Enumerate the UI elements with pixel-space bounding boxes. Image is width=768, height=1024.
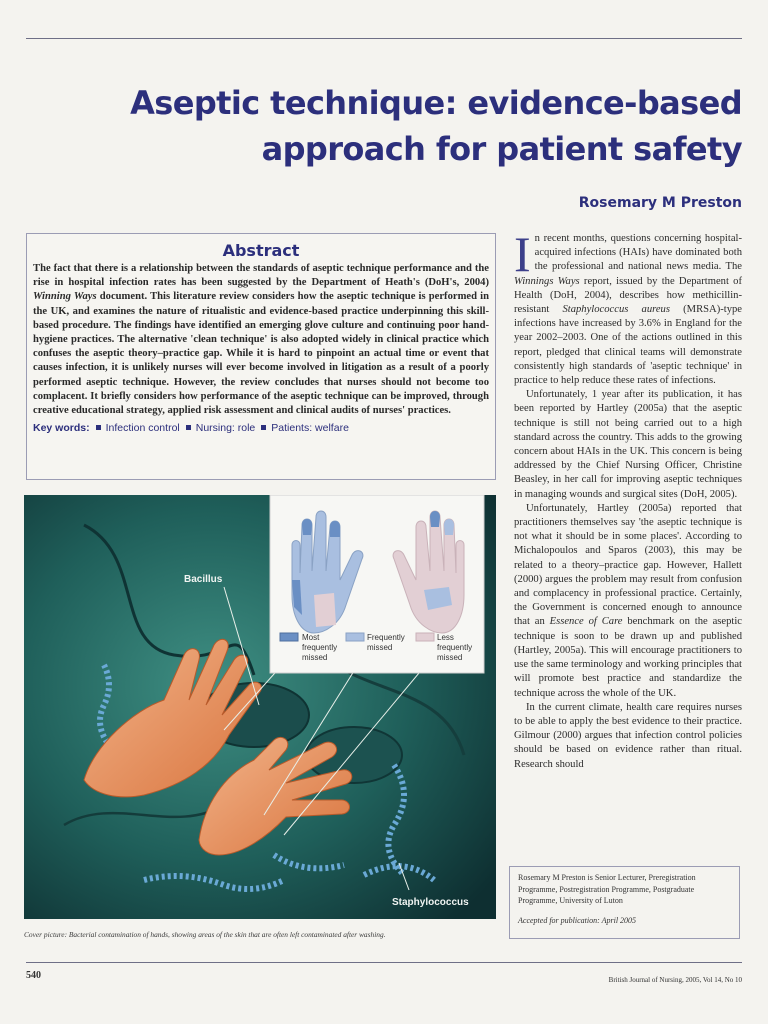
top-rule <box>26 38 742 39</box>
figure-caption: Cover picture: Bacterial contamination of hands, showing areas of the skin that are often left contaminated after washing. <box>24 930 386 939</box>
cover-illustration <box>24 495 496 919</box>
page-number: 540 <box>26 970 41 981</box>
legend-most-line-1: Most <box>302 633 320 642</box>
keywords-label: Key words: <box>33 422 90 435</box>
keyword-bullet-icon <box>186 425 191 430</box>
article-body <box>514 226 742 772</box>
article-title-line-1: Aseptic technique: evidence-based <box>130 84 742 122</box>
drop-cap: I <box>514 226 531 282</box>
abstract-text-part-1: The fact that there is a relationship between the standards of aseptic technique performance and the rise in hospital infection rates has been suggested by the Department of Heath's (DoH's, 2004) <box>33 263 489 289</box>
author-name: Rosemary M Preston <box>578 195 742 211</box>
abstract-text-part-2: document. This literature review considers how the aseptic technique is performed in the UK, and examines the nature of ritualistic and evidence-based practice underpinning this skill-based procedure. The findings have identified an emerging glove culture and continuing poor hand-hygiene practices. The alternative 'clean technique' is also adopted widely in clinical practice which confuses the aseptic theory–practice gap. While it is hard to pinpoint an actual time or event that causes infection, it is unlikely nurses will ever become involved in litigation as a result of a poorly performed aseptic technique. However, the review concludes that nurses should not become too complacent. It briefly considers how performance of the aseptic technique can be improved, through creative educational strategy, applied risk assessment and clinical audits of nurses' practices. <box>33 291 489 417</box>
body-p1-part-1: n recent months, questions concerning hospital-acquired infections (HAIs) have dominated both the professional and national news media. The <box>534 233 742 273</box>
legend-less-line-2: frequently <box>437 643 473 652</box>
author-bio-box <box>509 866 740 939</box>
legend-frequent-line-2: missed <box>367 643 393 652</box>
legend-most-line-2: frequently <box>302 643 338 652</box>
keyword-item: Patients: welfare <box>271 422 349 435</box>
keyword-item: Infection control <box>105 422 180 435</box>
body-paragraph-3 <box>514 502 742 701</box>
body-p1-italic-2: Staphylococcus aureus <box>562 304 670 316</box>
staphylococcus-label: Staphylococcus <box>392 897 469 908</box>
abstract-italic-title: Winning Ways <box>33 291 97 303</box>
body-paragraph-2: Unfortunately, 1 year after its publication, it has been reported by Hartley (2005a) that the aseptic technique is still not being carried out to a high standard across the country. This adds to the growing concern about HAIs in the UK. This concern is being addressed by the Chief Nursing Officer, Christine Beasley, in her call for improving aseptic techniques in managing wounds and surgical sites (DoH, 2005). <box>514 389 742 500</box>
article-title-line-2: approach for patient safety <box>261 130 742 168</box>
legend-less-line-1: Less <box>437 633 454 642</box>
bottom-rule <box>26 962 742 963</box>
legend-swatch-frequent <box>346 633 364 641</box>
keyword-item: Nursing: role <box>195 422 256 435</box>
keyword-bullet-icon <box>96 425 101 430</box>
abstract-heading: Abstract <box>222 241 300 260</box>
legend-most-line-3: missed <box>302 653 328 662</box>
legend-frequent-line-1: Frequently <box>367 633 405 642</box>
body-p3-part-2: benchmark on the aseptic technique is soon to be drawn up and published (Hartley, 2005a). This will encourage practitioners to use the same terminology and working principles that will promote best practice and standardize the technique across the whole of the UK. <box>514 616 742 699</box>
abstract-box <box>26 233 496 480</box>
bacillus-label: Bacillus <box>184 574 223 585</box>
keywords-line <box>33 422 489 434</box>
body-p1-part-2: report, issued by the Department of Health (DoH, 2004), describes how methicillin-resistant <box>514 275 742 316</box>
body-p1-part-3: (MRSA)-type infections have increased by 3.6% in England for the year 2002–2003. One of the actions outlined in this report, pledged that clinical teams will demonstrate consistently high standards of 'aseptic technique' in practice to help reduce these rates of infections. <box>514 304 742 387</box>
body-p1-italic-1: Winnings Ways <box>514 275 580 287</box>
abstract-text <box>33 262 489 418</box>
keyword-bullet-icon <box>261 425 266 430</box>
body-paragraph-1 <box>514 226 742 388</box>
journal-citation: British Journal of Nursing, 2005, Vol 14, No 10 <box>608 976 742 984</box>
author-bio-text: Rosemary M Preston is Senior Lecturer, Preregistration Programme, Postregistration Programme, Postgraduate Programme, University of Luton <box>518 873 696 905</box>
legend-swatch-less <box>416 633 434 641</box>
body-paragraph-4: In the current climate, health care requires nurses to be able to apply the best evidence to their practice. Gilmour (2000) argues that infection control policies should be based on evidence rather than ritual. Research should <box>514 701 742 770</box>
article-title <box>42 80 742 172</box>
legend-swatch-most <box>280 633 298 641</box>
legend-less-line-3: missed <box>437 653 463 662</box>
accepted-date: Accepted for publication: April 2005 <box>518 915 637 925</box>
body-p3-italic: Essence of Care <box>549 616 623 628</box>
body-p3-part-1: Unfortunately, Hartley (2005a) reported that practitioners themselves say 'the aseptic technique is not what it should be in some places'. According to Michalopoulos and Sparos (2003), this may be related to a theory–practice gap. However, Hallett (2000) argues the problem may result from confusion and complacency in professional practice. Certainly, the Government is concerned enough to announce that an <box>514 502 742 628</box>
